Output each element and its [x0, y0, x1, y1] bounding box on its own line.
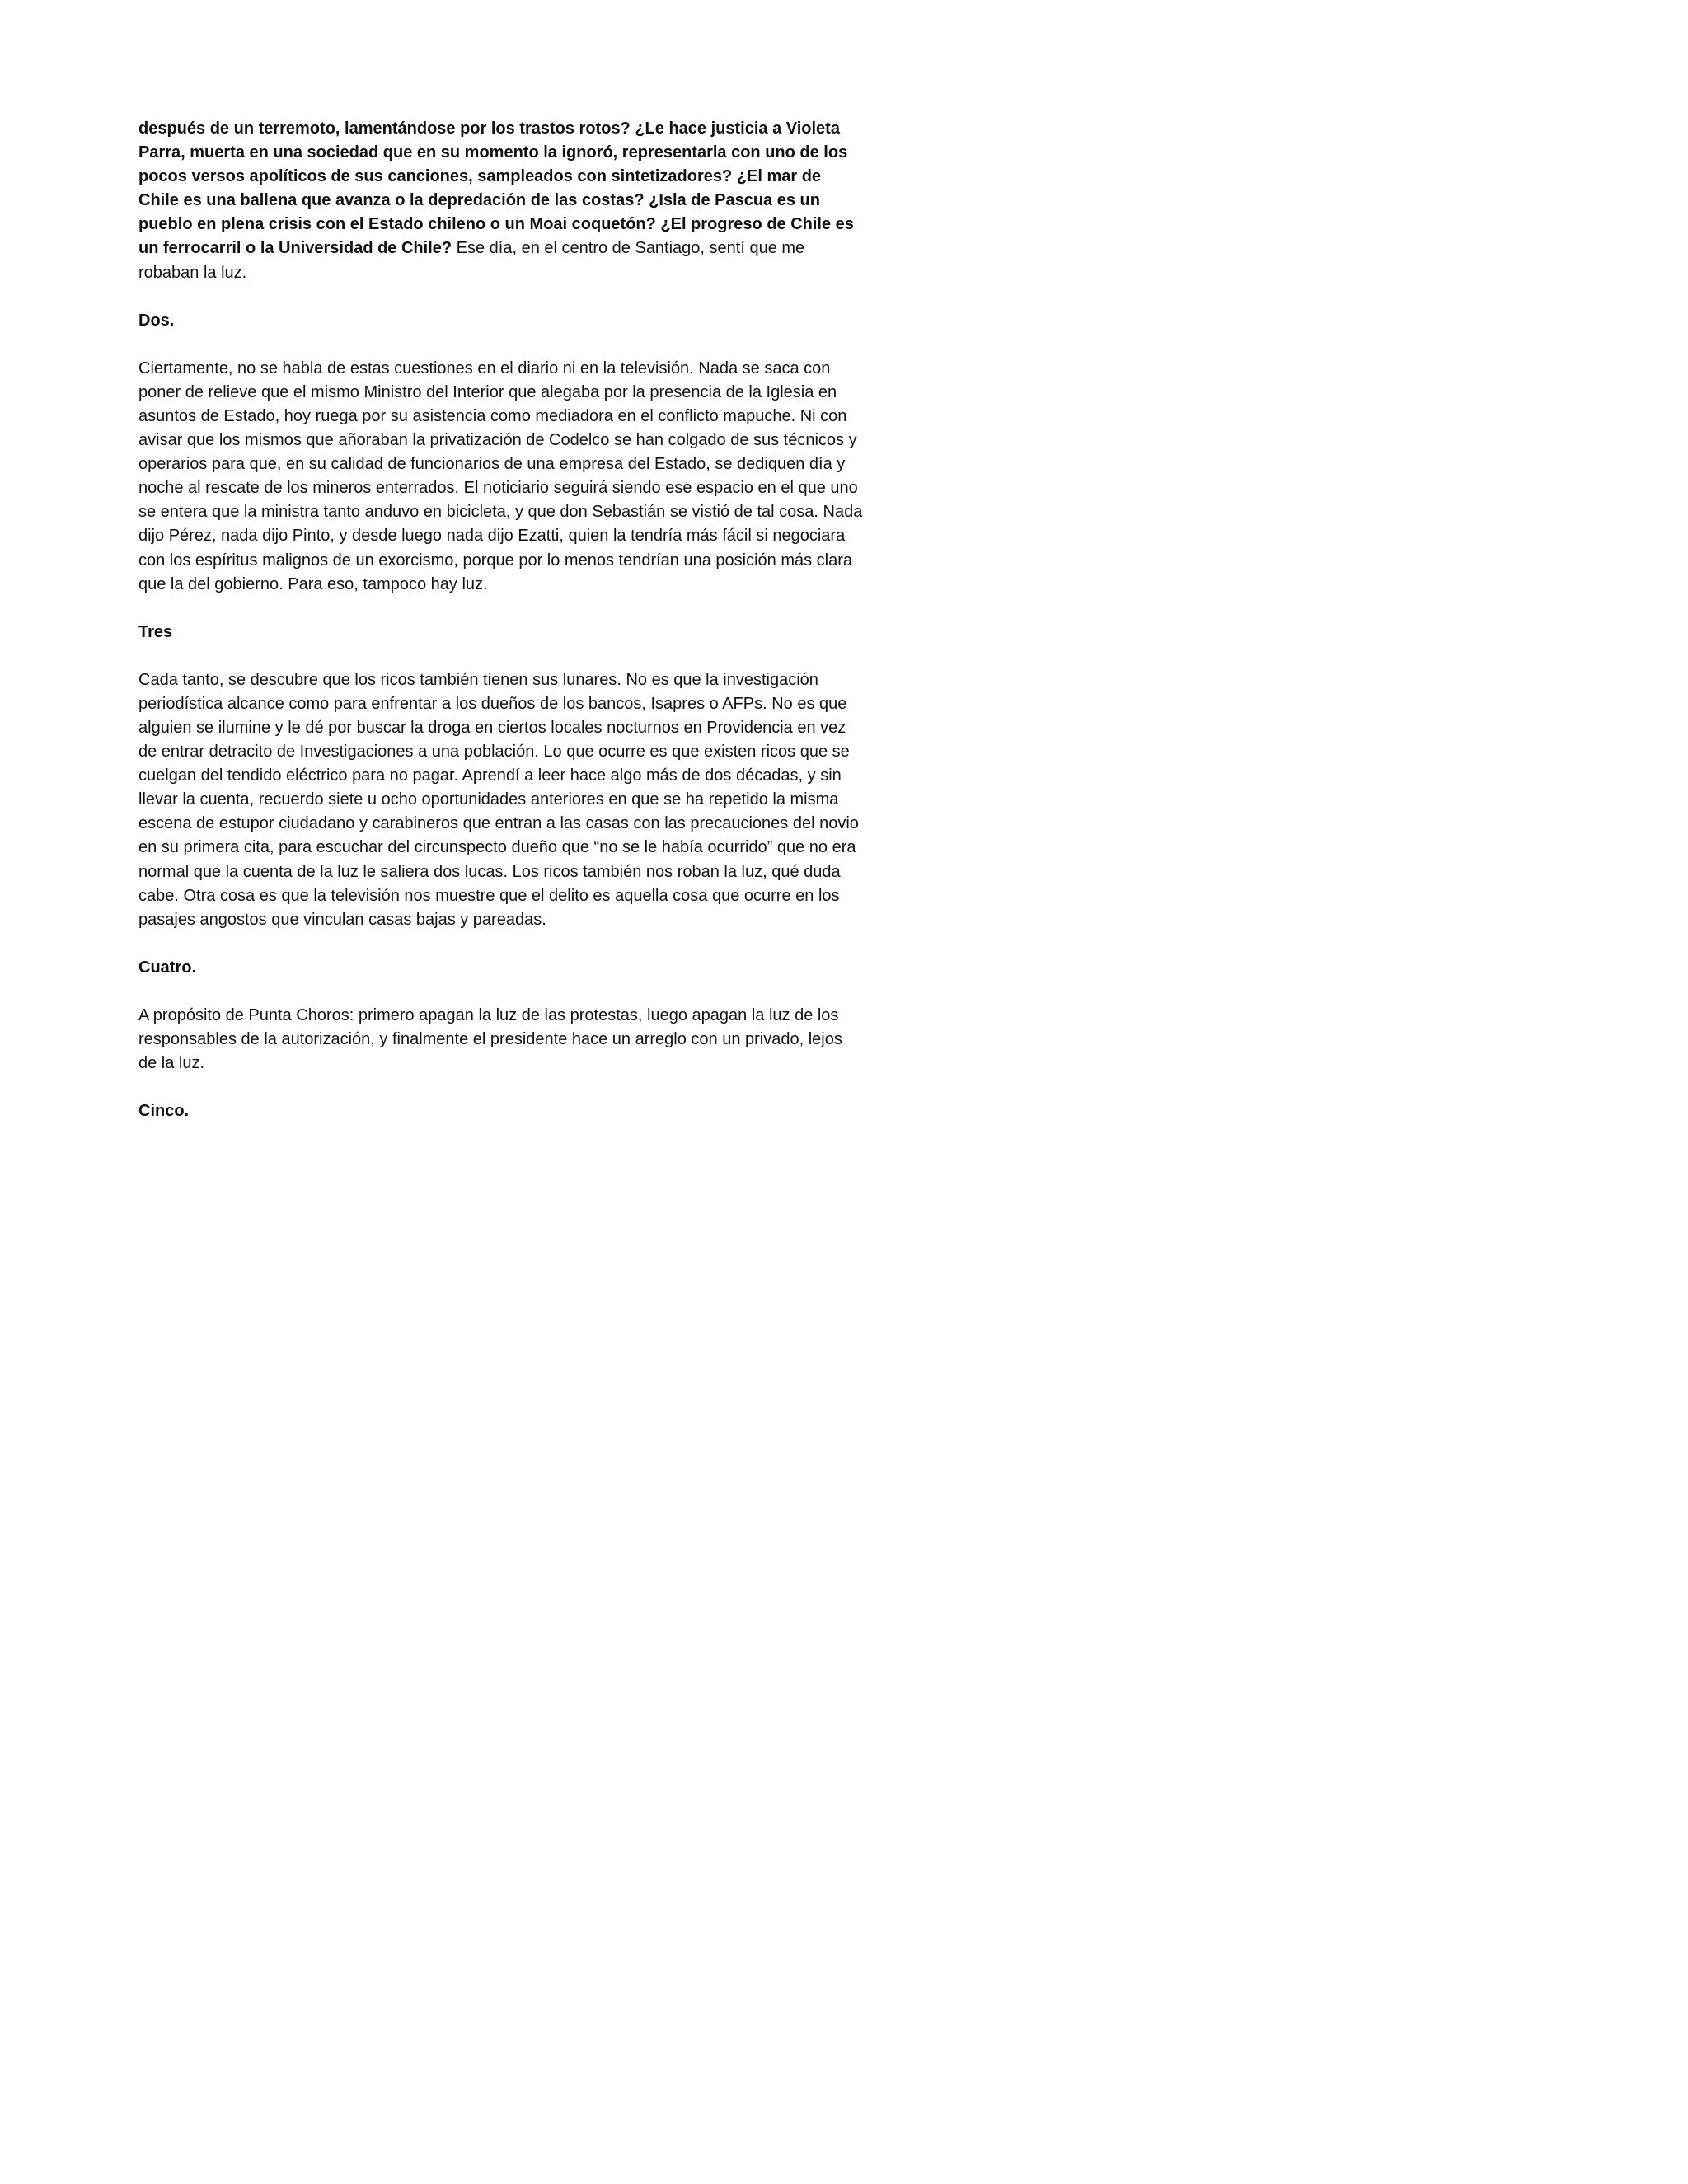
- section-heading-cuatro: Cuatro.: [138, 958, 196, 977]
- document-page: [138, 117, 864, 1147]
- section-heading-dos: Dos.: [138, 311, 175, 330]
- intro-conclusion: Ese día, en el centro de Santiago, sentí que me robaban la luz.: [138, 239, 805, 282]
- intro-bold-questions: después de un terremoto, lamentándose por los trastos rotos? ¿Le hace justicia a Violeta Parra, muerta en una sociedad que en su momento la ignoró, representarla con uno de los pocos versos apolíticos de sus canciones, sampleados con sintetizadores? ¿El mar de Chile es una ballena que avanza o la depredación de las costas? ¿Isla de Pascua es un pueblo en plena crisis con el Estado chileno o un Moai coquetón? ¿El progreso de Chile es un ferrocarril o la Universidad de Chile?: [138, 120, 854, 258]
- section-body-cuatro: A propósito de Punta Choros: primero apagan la luz de las protestas, luego apagan la luz de los responsables de la autorización, y finalmente el presidente hace un arreglo con un privado, lejos de la luz.: [138, 1005, 842, 1073]
- section-body-dos: Ciertamente, no se habla de estas cuestiones en el diario ni en la televisión. Nada se saca con poner de relieve que el mismo Ministro del Interior que alegaba por la presencia de la Iglesia en asuntos de Estado, hoy ruega por su asistencia como mediadora en el conflicto mapuche. Ni con avisar que los mismos que añoraban la privatización de Codelco se han colgado de sus técnicos y operarios para que, en su calidad de funcionarios de una empresa del Estado, se dediquen día y noche al rescate de los mineros enterrados. El noticiario seguirá siendo ese espacio en el que uno se entera que la ministra tanto anduvo en bicicleta, y que don Sebastián se vistió de tal cosa. Nada dijo Pérez, nada dijo Pinto, y desde luego nada dijo Ezatti, quien la tendría más fácil si negociara con los espíritus malignos de un exorcismo, porque por lo menos tendrían una posición más clara que la del gobierno. Para eso, tampoco hay luz.: [138, 359, 863, 593]
- intro-paragraph: [138, 117, 864, 285]
- section-body-tres: Cada tanto, se descubre que los ricos también tienen sus lunares. No es que la investigación periodística alcance como para enfrentar a los dueños de los bancos, Isapres o AFPs. No es que alguien se ilumine y le dé por buscar la droga en ciertos locales nocturnos en Providencia en vez de entrar detracito de Investigaciones a una población. Lo que ocurre es que existen ricos que se cuelgan del tendido eléctrico para no pagar. Aprendí a leer hace algo más de dos décadas, y sin llevar la cuenta, recuerdo siete u ocho oportunidades anteriores en que se ha repetido la misma escena de estupor ciudadano y carabineros que entran a las casas con las precauciones del novio en su primera cita, para escuchar del circunspecto dueño que “no se le había ocurrido” que no era normal que la cuenta de la luz le saliera dos lucas. Los ricos también nos roban la luz, qué duda cabe. Otra cosa es que la televisión nos muestre que el delito es aquella cosa que ocurre en los pasajes angostos que vinculan casas bajas y pareadas.: [138, 670, 859, 929]
- section-heading-tres: Tres: [138, 622, 173, 641]
- section-heading-cinco: Cinco.: [138, 1102, 190, 1121]
